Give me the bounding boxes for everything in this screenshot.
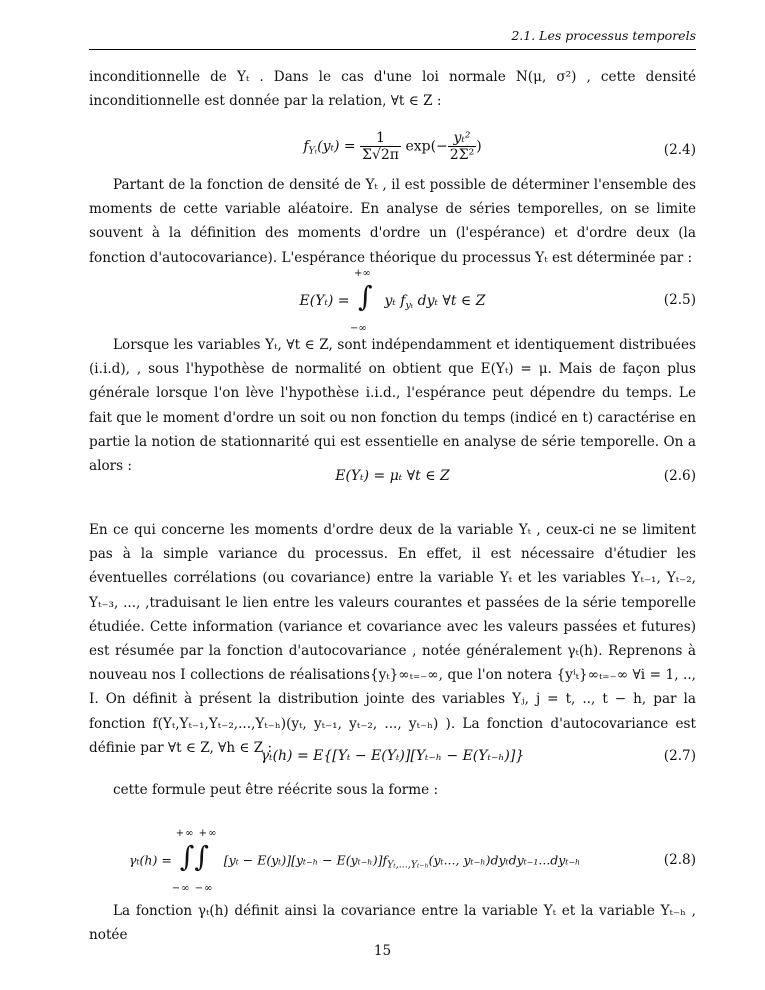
paragraph-4: En ce qui concerne les moments d'ordre deux de la variable Yₜ , ceux-ci ne se limitent pas à la simple variance du processus. En effet, il est nécessaire d'étudier les éventuelles corrélations (ou covariance) entre la variable Yₜ et les variables Yₜ₋₁, Yₜ₋₂, Yₜ₋₃, ..., ,traduisant le lien entre les valeurs courantes et passées de la série temporelle étudiée. Cette information (variance et covariance avec les valeurs passées et futures) est résumée par la fonction d'autocovariance , notée généralement γₜ(h). Reprenons à nouveau nos I collections de réalisations{yₜ}∞ₜ₌₋∞, que l'on notera {yⁱₜ}∞ₜ₌₋∞ ∀i = 1, .., I. On définit à présent la distribution jointe des variables Yⱼ, j = t, .., t − h, par la fonction f(Yₜ,Yₜ₋₁,Yₜ₋₂,...,Yₜ₋ₕ)(yₜ, yₜ₋₁, yₜ₋₂, ..., yₜ₋ₕ) ). La fonction d'autocovariance est définie par ∀t ∈ Z, ∀h ∈ Z : (89, 522, 696, 756)
running-header: 2.1. Les processus temporels (511, 28, 696, 43)
header-rule (89, 49, 696, 50)
eq25-integrand-sub: yₜ (405, 300, 414, 311)
paragraph-1: inconditionnelle de Yₜ . Dans le cas d'une loi normale N(μ, σ²) , cette densité inconditionnelle est donnée par la relation, ∀t ∈ Z : (89, 69, 696, 110)
eq24-exp-denominator: 2Σ² (449, 147, 475, 163)
eq28-tail: (yₜ..., yₜ₋ₕ)dyₜdyₜ₋₁...dyₜ₋ₕ (428, 852, 581, 868)
eq24-numerator: 1 (360, 130, 401, 147)
eq24-exp: exp(− (405, 138, 448, 155)
eq24-fraction (360, 130, 401, 163)
eq24-close: ) (476, 138, 482, 155)
paragraph-5: cette formule peut être réécrite sous la forme : (113, 782, 439, 798)
eq24-lhs: f (303, 138, 309, 155)
eq28-f-sub: Yₜ,...,Yₜ₋ₕ (387, 859, 429, 871)
equation-number: (2.8) (663, 852, 696, 868)
eq28-lower: −∞ −∞ (171, 883, 214, 894)
double-integral-sign: +∞ +∞ ∫∫ −∞ −∞ (171, 828, 218, 894)
eq24-denominator: Σ√2π (362, 147, 399, 163)
equation-number: (2.6) (663, 468, 696, 484)
equation-number: (2.5) (663, 292, 696, 308)
page-number: 15 (373, 943, 392, 959)
eq25-integrand: yₜ f (384, 293, 406, 309)
equation-number: (2.7) (663, 748, 696, 764)
paragraph-3: Lorsque les variables Yₜ, ∀t ∈ Z, sont indépendamment et identiquement distribuées (i.i.d), , sous l'hypothèse de normalité on obtient que E(Yₜ) = μ. Mais de façon plus générale lorsque l'on lève l'hypothèse i.i.d., l'espérance peut dépendre du temps. Le fait que le moment d'ordre un soit ou non fonction du temps (indicé en t) caractérise en partie la notion de stationnarité qui est essentielle en analyse de série temporelle. On a alors : (89, 337, 696, 475)
eq25-rest: dyₜ ∀t ∈ Z (417, 293, 486, 309)
eq28-body: [yₜ − E(yₜ)][yₜ₋ₕ − E(yₜ₋ₕ)]f (223, 852, 388, 868)
eq25-upper: +∞ (354, 268, 371, 279)
eq26-expr: E(Yₜ) = μₜ ∀t ∈ Z (335, 468, 450, 484)
eq25-lhs: E(Yₜ) = (299, 293, 350, 309)
equation-2-5 (89, 268, 696, 334)
paragraph-6: La fonction γₜ(h) définit ainsi la covariance entre la variable Yₜ et la variable Yₜ₋ₕ , notée (89, 903, 696, 944)
eq27-expr: γₜ(h) = E{[Yₜ − E(Yₜ)][Yₜ₋ₕ − E(Yₜ₋ₕ)]} (260, 748, 525, 764)
eq25-lower: −∞ (350, 323, 367, 334)
paragraph-2: Partant de la fonction de densité de Yₜ , il est possible de déterminer l'ensemble des moments de cette variable aléatoire. En analyse de séries temporelles, on se limite souvent à la définition des moments d'ordre un (l'espérance) et d'ordre deux (la fonction d'autocovariance). L'espérance théorique du processus Yₜ est déterminée par : (89, 177, 696, 266)
equation-number: (2.4) (663, 142, 696, 158)
eq24-lhs-sub: Yₜ (308, 145, 318, 157)
eq24-lhs-arg: (yₜ) = (317, 138, 356, 155)
integral-sign: +∞ ∫ −∞ (350, 268, 373, 334)
equation-2-8 (89, 828, 696, 894)
eq24-exp-fraction (448, 130, 476, 163)
eq24-exp-numerator: yₜ² (448, 130, 476, 147)
eq28-upper: +∞ +∞ (175, 828, 218, 839)
eq28-lhs: γₜ(h) = (129, 852, 172, 868)
